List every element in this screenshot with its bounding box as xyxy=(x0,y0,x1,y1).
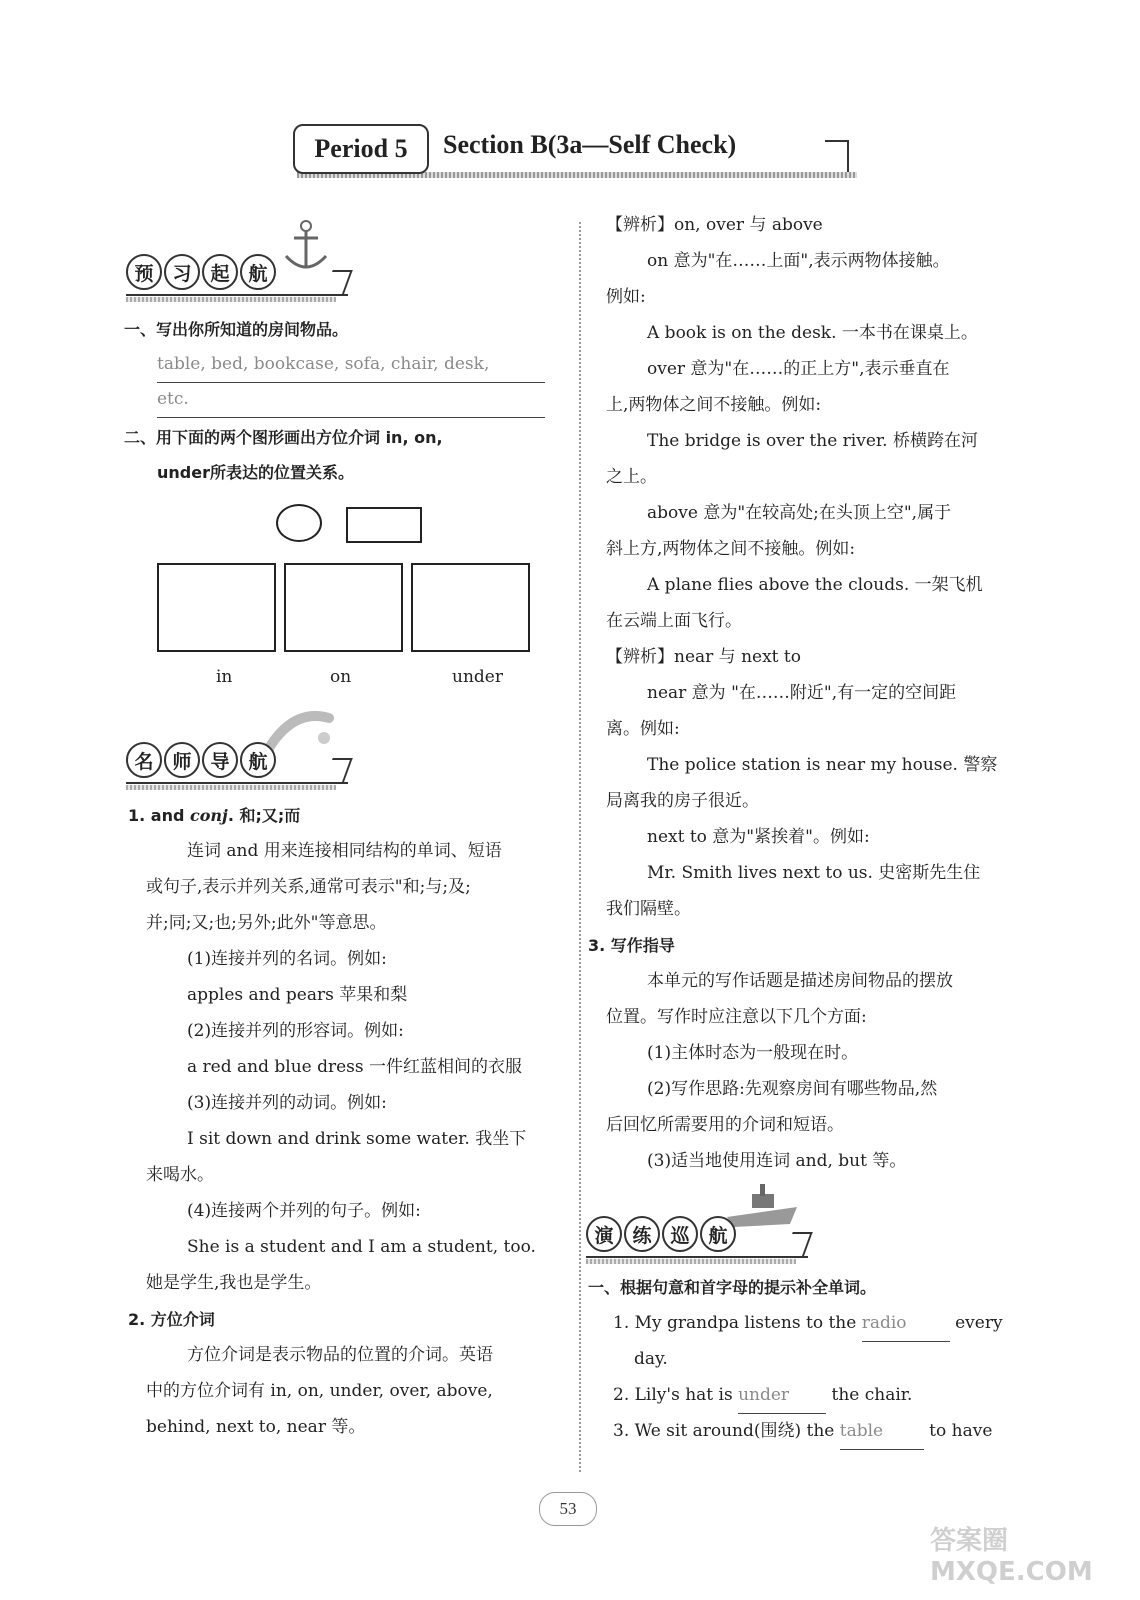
right-line: The police station is near my house. 警察 xyxy=(647,755,998,775)
p2-heading: 2. 方位介词 xyxy=(128,1310,215,1329)
ex-item-2: 2. Lily's hat is under the chair. xyxy=(613,1378,912,1414)
banner-teacher-guide xyxy=(126,738,348,790)
label-on: on xyxy=(330,667,352,687)
banner-char: 练 xyxy=(624,1216,660,1252)
right-line: A book is on the desk. 一本书在课桌上。 xyxy=(647,323,978,343)
q1-answer-line1: table, bed, bookcase, sofa, chair, desk, xyxy=(157,347,545,383)
p1-line: (3)连接并列的动词。例如: xyxy=(187,1093,387,1113)
p1-line: 来喝水。 xyxy=(146,1165,214,1185)
right-line: over 意为"在……的正上方",表示垂直在 xyxy=(647,359,950,379)
banner-char: 航 xyxy=(240,742,276,778)
banner-char: 航 xyxy=(240,254,276,290)
banner-char: 导 xyxy=(202,742,238,778)
period-label: Period 5 xyxy=(293,124,429,174)
right-line: 我们隔壁。 xyxy=(606,899,691,919)
analysis-heading: 【辨析】on, over 与 above xyxy=(606,215,823,235)
drawing-box-on[interactable] xyxy=(284,563,403,652)
banner-char: 起 xyxy=(202,254,238,290)
title-bracket xyxy=(819,140,849,172)
p3-line: (3)适当地使用连词 and, but 等。 xyxy=(647,1151,907,1171)
p1-heading: 1. and conj. 和;又;而 xyxy=(128,806,301,825)
right-line: next to 意为"紧挨着"。例如: xyxy=(647,827,870,847)
section-label: Section B(3a—Self Check) xyxy=(443,130,737,159)
p1-line: She is a student and I am a student, too. xyxy=(187,1237,536,1257)
p3-line: (1)主体时态为一般现在时。 xyxy=(647,1043,859,1063)
banner-char: 预 xyxy=(126,254,162,290)
banner-char: 航 xyxy=(700,1216,736,1252)
column-divider xyxy=(579,222,581,1472)
ex-item-3: 3. We sit around(围绕) the table to have xyxy=(613,1414,992,1450)
right-line: Mr. Smith lives next to us. 史密斯先生住 xyxy=(647,863,981,883)
ex-heading: 一、根据句意和首字母的提示补全单词。 xyxy=(588,1278,877,1297)
p1-line: (2)连接并列的形容词。例如: xyxy=(187,1021,404,1041)
p1-line: apples and pears 苹果和梨 xyxy=(187,985,408,1005)
right-line: 例如: xyxy=(606,287,646,307)
right-line: 局离我的房子很近。 xyxy=(606,791,759,811)
drawing-box-under[interactable] xyxy=(411,563,530,652)
label-in: in xyxy=(216,667,233,687)
p2-line: behind, next to, near 等。 xyxy=(146,1417,366,1437)
ex-answer-3[interactable]: table xyxy=(840,1414,924,1450)
ex-answer-2[interactable]: under xyxy=(738,1378,826,1414)
p1-line: I sit down and drink some water. 我坐下 xyxy=(187,1129,527,1149)
circle-shape xyxy=(276,504,322,542)
ex-item-1-cont: day. xyxy=(634,1349,668,1369)
rectangle-shape xyxy=(346,507,422,543)
right-line: 上,两物体之间不接触。例如: xyxy=(606,395,822,415)
watermark: 答案圈 MXQE.COM xyxy=(930,1526,1093,1587)
p3-line: (2)写作思路:先观察房间有哪些物品,然 xyxy=(647,1079,938,1099)
page-number: 53 xyxy=(527,1488,607,1528)
banner-char: 巡 xyxy=(662,1216,698,1252)
p3-line: 本单元的写作话题是描述房间物品的摆放 xyxy=(647,971,953,991)
p1-line: (4)连接两个并列的句子。例如: xyxy=(187,1201,421,1221)
ex-answer-1[interactable]: radio xyxy=(862,1306,950,1342)
label-under: under xyxy=(452,667,503,687)
q1-answer-line2: etc. xyxy=(157,382,545,418)
p2-line: 中的方位介词有 in, on, under, over, above, xyxy=(146,1381,493,1401)
right-line: A plane flies above the clouds. 一架飞机 xyxy=(647,575,983,595)
banner-char: 演 xyxy=(586,1216,622,1252)
right-line: on 意为"在……上面",表示两物体接触。 xyxy=(647,251,950,271)
p1-line: (1)连接并列的名词。例如: xyxy=(187,949,387,969)
anchor-icon xyxy=(276,216,336,276)
banner-char: 习 xyxy=(164,254,200,290)
page-title xyxy=(293,122,863,178)
q2-line2: under所表达的位置关系。 xyxy=(157,463,354,482)
ex-item-1: 1. My grandpa listens to the radio every xyxy=(613,1306,1003,1342)
p1-line: 或句子,表示并列关系,通常可表示"和;与;及; xyxy=(146,877,471,897)
banner-practice xyxy=(586,1212,808,1264)
banner-char: 名 xyxy=(126,742,162,778)
right-line: 斜上方,两物体之间不接触。例如: xyxy=(606,539,856,559)
q1-label: 一、写出你所知道的房间物品。 xyxy=(124,320,349,339)
right-line: 之上。 xyxy=(606,467,657,487)
banner-preview xyxy=(126,250,348,302)
drawing-box-in[interactable] xyxy=(157,563,276,652)
right-line: 离。例如: xyxy=(606,719,680,739)
right-line: above 意为"在较高处;在头顶上空",属于 xyxy=(647,503,952,523)
p1-line: a red and blue dress 一件红蓝相间的衣服 xyxy=(187,1057,523,1077)
right-line: near 意为 "在……附近",有一定的空间距 xyxy=(647,683,957,703)
p2-line: 方位介词是表示物品的位置的介词。英语 xyxy=(187,1345,493,1365)
q2-line1: 二、用下面的两个图形画出方位介词 in, on, xyxy=(124,428,443,447)
p3-heading: 3. 写作指导 xyxy=(588,936,675,955)
banner-char: 师 xyxy=(164,742,200,778)
p3-line: 后回忆所需要用的介词和短语。 xyxy=(606,1115,844,1135)
p3-line: 位置。写作时应注意以下几个方面: xyxy=(606,1007,867,1027)
p1-line: 并;同;又;也;另外;此外"等意思。 xyxy=(146,913,387,933)
p1-line: 连词 and 用来连接相同结构的单词、短语 xyxy=(187,841,502,861)
analysis-heading: 【辨析】near 与 next to xyxy=(606,647,801,667)
right-line: 在云端上面飞行。 xyxy=(606,611,742,631)
p1-line: 她是学生,我也是学生。 xyxy=(146,1273,322,1293)
right-line: The bridge is over the river. 桥横跨在河 xyxy=(647,431,978,451)
